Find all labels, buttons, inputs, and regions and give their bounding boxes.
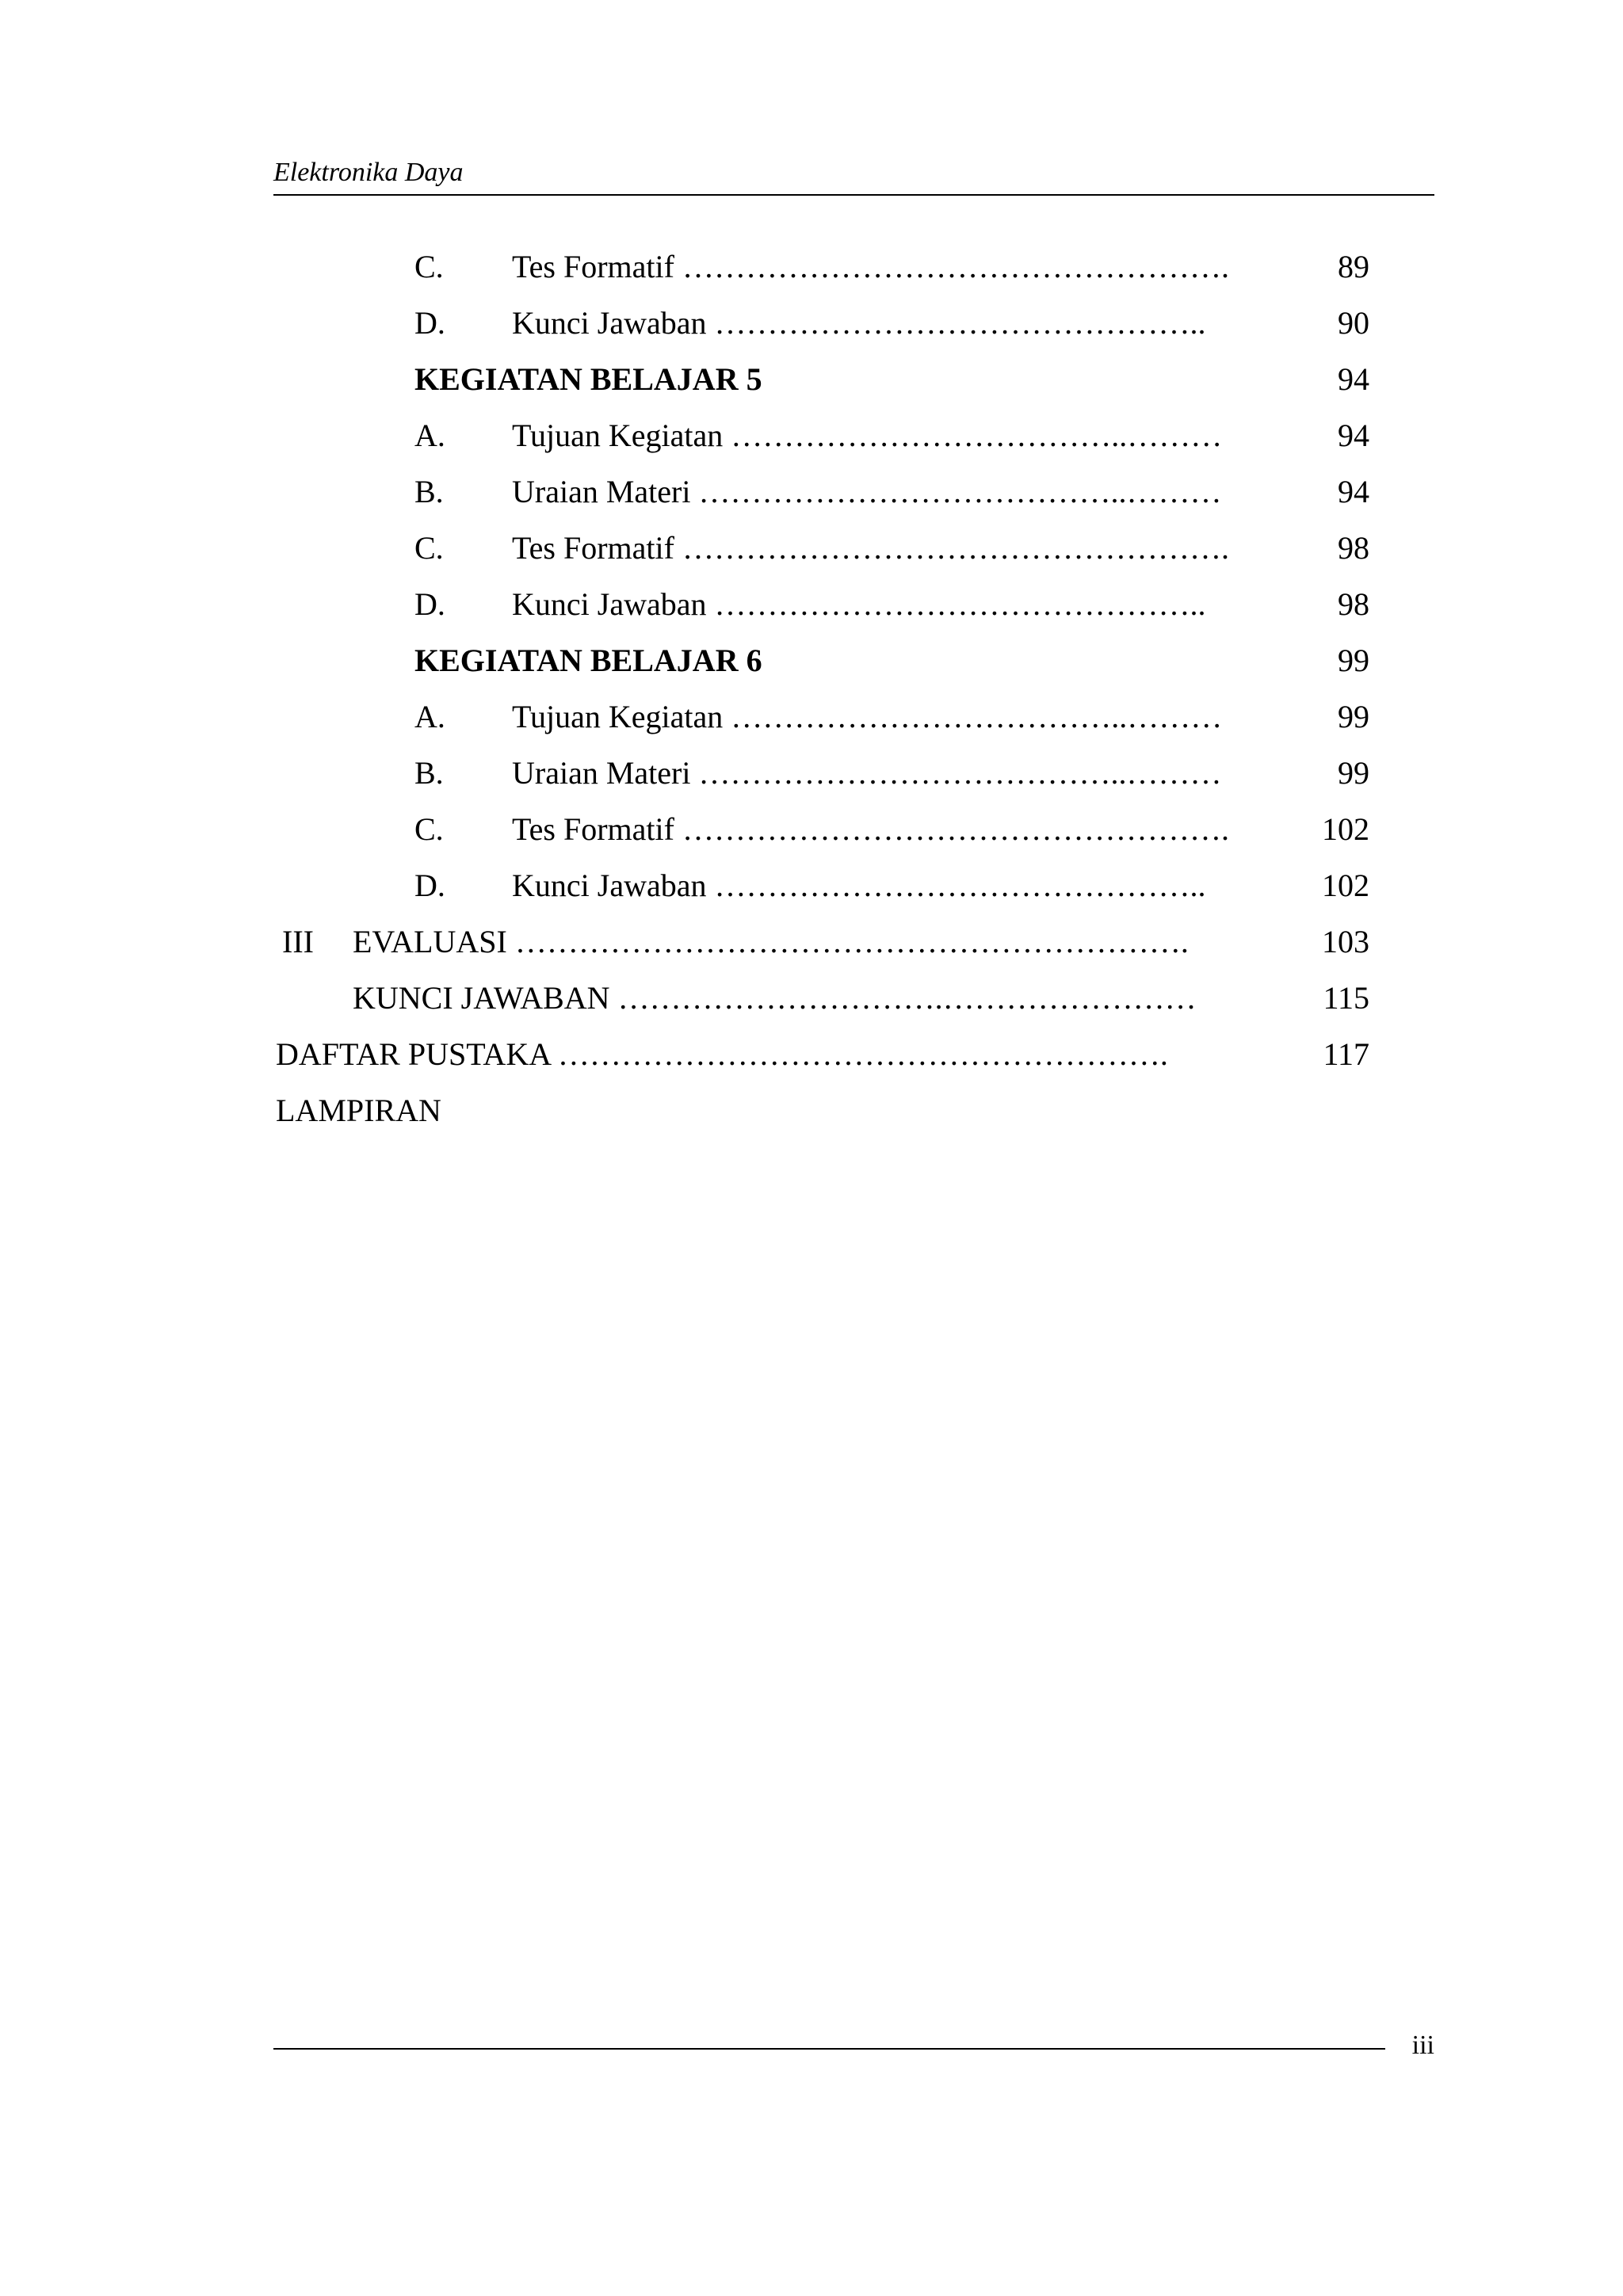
footer-rule (273, 2048, 1385, 2050)
toc-entry-text: Tujuan Kegiatan ………………………………..……… (512, 418, 1223, 453)
toc-entry-page: 98 (1338, 586, 1369, 622)
toc-entry-page: 90 (1338, 305, 1369, 341)
toc-entry-text: LAMPIRAN (276, 1093, 441, 1128)
toc-entry-page: 94 (1338, 474, 1369, 509)
toc-entry-text: Tes Formatif ……………………………………………. (512, 249, 1229, 284)
toc-entry-page: 99 (1338, 643, 1369, 678)
toc-entry (0, 414, 1623, 458)
toc-backmatter-entry (0, 1032, 1623, 1077)
toc-entry-page: 102 (1322, 811, 1369, 847)
toc-entry (0, 976, 1623, 1020)
toc-entry-page: 94 (1338, 361, 1369, 397)
toc-entry (0, 807, 1623, 852)
toc-entry-text: DAFTAR PUSTAKA …………………………………………………. (276, 1036, 1168, 1072)
toc-entry (0, 751, 1623, 795)
toc-chapter-title: EVALUASI ………………………………………………………. (353, 924, 1189, 959)
toc-entry-page: 115 (1323, 980, 1369, 1016)
toc-entry (0, 301, 1623, 345)
toc-entry-page: 94 (1338, 418, 1369, 453)
toc-chapter-number: III (282, 924, 314, 959)
toc-entry-page: 117 (1323, 1036, 1369, 1072)
toc-entry-marker: C. (414, 811, 444, 847)
toc-entry-marker: D. (414, 586, 445, 622)
toc-entry-marker: B. (414, 755, 444, 791)
toc-entry-page: 98 (1338, 530, 1369, 566)
toc-entry-marker: D. (414, 868, 445, 903)
toc-entry-text: Uraian Materi …………………………………..……… (512, 755, 1222, 791)
header-rule (273, 194, 1434, 196)
toc-entry-text: Kunci Jawaban ……………………………………….. (512, 868, 1206, 903)
toc-entry-text: Tes Formatif ……………………………………………. (512, 811, 1229, 847)
toc-entry-page: 89 (1338, 249, 1369, 284)
toc-entry-marker: C. (414, 249, 444, 284)
toc-entry-text: KUNCI JAWABAN ………………………….…………………… (353, 980, 1197, 1016)
toc-entry-page: 99 (1338, 755, 1369, 791)
toc-section-heading (0, 639, 1623, 683)
toc-backmatter-entry (0, 1089, 1623, 1133)
toc-section-heading (0, 357, 1623, 402)
toc-entry (0, 864, 1623, 908)
toc-entry-text: Tujuan Kegiatan ………………………………..……… (512, 699, 1223, 734)
toc-chapter (0, 920, 1623, 964)
toc-entry (0, 245, 1623, 289)
toc-entry (0, 695, 1623, 739)
toc-section-title: KEGIATAN BELAJAR 6 (414, 643, 762, 678)
toc-entry-page: 102 (1322, 868, 1369, 903)
toc-entry (0, 526, 1623, 570)
toc-entry-text: Kunci Jawaban ……………………………………….. (512, 305, 1206, 341)
toc-entry-page: 99 (1338, 699, 1369, 734)
toc-entry-text: Kunci Jawaban ……………………………………….. (512, 586, 1206, 622)
toc-entry-marker: C. (414, 530, 444, 566)
toc-entry-marker: A. (414, 699, 445, 734)
toc-entry (0, 470, 1623, 514)
toc-entry-page: 103 (1322, 924, 1369, 959)
footer-page-number: iii (1411, 2031, 1434, 2060)
toc-entry-marker: B. (414, 474, 444, 509)
toc-entry-text: Uraian Materi …………………………………..……… (512, 474, 1222, 509)
toc-entry-marker: D. (414, 305, 445, 341)
toc-entry-marker: A. (414, 418, 445, 453)
toc-section-title: KEGIATAN BELAJAR 5 (414, 361, 762, 397)
toc-entry (0, 582, 1623, 627)
running-header: Elektronika Daya (273, 158, 464, 187)
toc-entry-text: Tes Formatif ……………………………………………. (512, 530, 1229, 566)
